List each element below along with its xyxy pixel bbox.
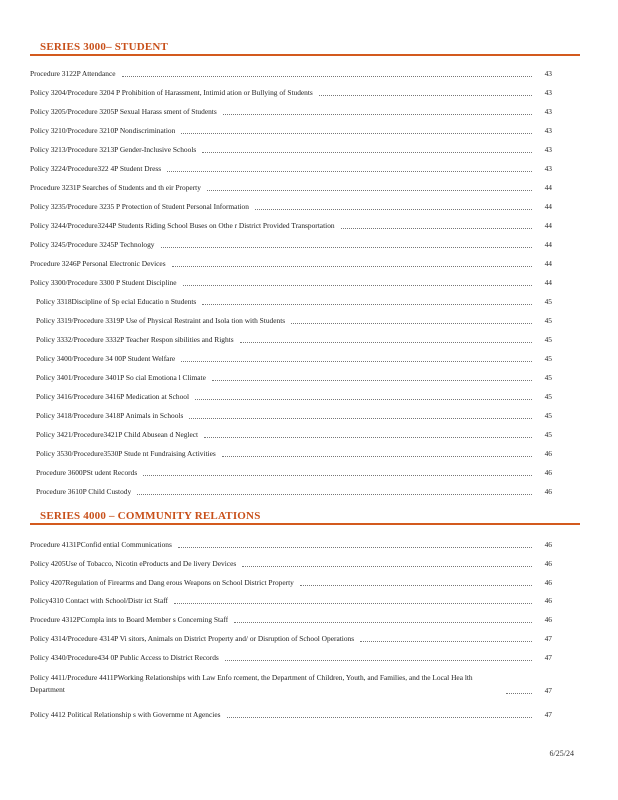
section-heading-student	[30, 41, 580, 56]
dot-leader	[195, 398, 532, 400]
toc-entry-title: Policy 3245/Procedure 3245P Technology	[30, 240, 155, 249]
toc-entry-title: Policy 3401/Procedure 3401P So cial Emotiona l Climate	[36, 373, 206, 382]
toc-entry-page: 44	[544, 259, 552, 268]
toc-entry-page: 47	[544, 710, 552, 720]
dot-leader	[137, 493, 532, 495]
dot-leader	[291, 322, 532, 324]
toc-entry-page: 44	[544, 221, 552, 230]
toc-entry-page: 47	[544, 633, 552, 643]
dot-leader	[183, 284, 533, 286]
dot-leader	[242, 565, 532, 567]
footer-date: 6/25/24	[549, 749, 574, 758]
toc-entry	[30, 615, 552, 625]
toc-entry-title: Procedure 3231P Searches of Students and th eir Property	[30, 183, 201, 192]
toc-entry	[30, 107, 552, 117]
toc-entry-page: 46	[544, 468, 552, 477]
toc-entry-title: Policy 3205/Procedure 3205P Sexual Harass sment of Students	[30, 107, 217, 116]
toc-entry-title: Policy4310 Contact with School/Distr ict Staff	[30, 596, 169, 606]
toc-entry-title: Policy 4412 Political Relationship s with Governme nt Agencies	[30, 710, 221, 720]
toc-entry-title: Policy 3244/Procedure3244P Students Riding School Buses on Othe r District Provided Transportation	[30, 221, 335, 230]
toc-entry	[30, 430, 552, 440]
toc-entry-title: Policy 4314/Procedure 4314P Vi sitors, Animals on District Property and/ or Disruption of School Operations	[30, 633, 355, 643]
toc-entry-title: Policy 4205Use of Tobacco, Nicotin eProducts and De livery Devices	[30, 558, 237, 568]
toc-entry	[30, 278, 552, 288]
dot-leader	[172, 265, 532, 267]
toc-entry-page: 47	[544, 685, 552, 695]
toc-entry-title: Policy 3319/Procedure 3319P Use of Physical Restraint and Isola tion with Students	[36, 316, 286, 325]
toc-entry-title: Policy 3400/Procedure 34 00P Student Welfare	[36, 354, 176, 363]
dot-leader	[161, 246, 533, 248]
dot-leader	[341, 227, 532, 229]
dot-leader	[212, 379, 532, 381]
dot-leader	[300, 584, 532, 586]
toc-entry-page: 46	[544, 487, 552, 496]
toc-entry	[30, 578, 552, 588]
dot-leader	[178, 546, 532, 548]
toc-entry-page: 43	[544, 69, 552, 78]
dot-leader	[240, 341, 532, 343]
dot-leader	[174, 602, 532, 604]
toc-entry-page: 45	[544, 316, 552, 325]
toc-entry-title: Policy 3418/Procedure 3418P Animals in Schools	[36, 411, 184, 420]
toc-entry	[30, 710, 552, 720]
toc-entry-page: 45	[544, 411, 552, 420]
toc-entry-page: 46	[544, 615, 552, 625]
toc-entry	[30, 392, 552, 402]
section-heading-text: SERIES 3000– STUDENT	[40, 41, 169, 53]
toc-entry-page: 46	[544, 449, 552, 458]
dot-leader	[189, 417, 532, 419]
toc-entry-page: 46	[544, 540, 552, 549]
toc-entry-title: Policy 4340/Procedure434 0P Public Access to District Records	[30, 652, 219, 662]
toc-entry-page: 45	[544, 373, 552, 382]
dot-leader	[181, 132, 532, 134]
dot-leader	[234, 621, 532, 623]
toc-entry	[30, 221, 552, 231]
toc-entry-title: Policy 3421/Procedure3421P Child Abusean d Neglect	[36, 430, 199, 439]
toc-entry	[30, 596, 552, 606]
toc-entry	[30, 183, 552, 193]
toc-entry-title: Policy 3204/Procedure 3204 P Prohibition of Harassment, Intimid ation or Bullying of Students	[30, 88, 313, 97]
toc-entry	[30, 126, 552, 136]
dot-leader	[223, 113, 532, 115]
dot-leader	[143, 474, 532, 476]
toc-entry-page: 44	[544, 183, 552, 192]
dot-leader	[227, 716, 533, 718]
toc-entry	[30, 449, 552, 459]
toc-entry	[30, 335, 552, 345]
toc-entry-page: 46	[544, 577, 552, 587]
dot-leader	[319, 94, 532, 96]
toc-entry-page: 46	[544, 596, 552, 606]
toc-entry	[30, 69, 552, 79]
dot-leader	[181, 360, 532, 362]
toc-entry-page: 43	[544, 126, 552, 135]
toc-entry-title: Policy 4411/Procedure 4411PWorking Relationships with Law Enfo rcement, the Department of Children, Youth, and Families, and the Local Hea lth Department	[30, 672, 473, 694]
toc-entry-title: Policy 3416/Procedure 3416P Medication at School	[36, 392, 190, 401]
dot-leader	[255, 208, 532, 210]
toc-entry	[30, 487, 552, 497]
toc-entry	[30, 259, 552, 269]
toc-entry-page: 43	[544, 107, 552, 116]
dot-leader	[360, 640, 532, 642]
dot-leader	[222, 455, 532, 457]
section-heading-text: SERIES 4000 – COMMUNITY RELATIONS	[40, 510, 261, 522]
dot-leader	[225, 659, 532, 661]
toc-entry-title: Policy 3210/Procedure 3210P Nondiscrimination	[30, 126, 176, 135]
toc-entry	[30, 653, 552, 663]
toc-entry	[30, 540, 552, 550]
toc-entry	[30, 202, 552, 212]
toc-list-student	[30, 69, 552, 506]
toc-entry	[30, 240, 552, 250]
toc-entry-page: 43	[544, 164, 552, 173]
dot-leader	[202, 303, 532, 305]
toc-entry-page: 45	[544, 335, 552, 344]
dot-leader	[202, 151, 532, 153]
section-heading-community	[30, 510, 580, 525]
dot-leader	[167, 170, 532, 172]
toc-entry-title: Policy 3213/Procedure 3213P Gender-Inclusive Schools	[30, 145, 197, 154]
toc-entry-title: Procedure 3246P Personal Electronic Devices	[30, 259, 166, 268]
toc-entry-title: Policy 3235/Procedure 3235 P Protection of Student Personal Information	[30, 202, 249, 211]
toc-entry-page: 45	[544, 297, 552, 306]
toc-entry-page: 43	[544, 145, 552, 154]
toc-entry-page: 44	[544, 278, 552, 287]
toc-entry	[30, 145, 552, 155]
toc-entry	[30, 88, 552, 98]
toc-entry-title: Policy 3332/Procedure 3332P Teacher Respon sibilities and Rights	[36, 335, 234, 344]
toc-entry	[30, 297, 552, 307]
toc-entry	[30, 373, 552, 383]
dot-leader	[207, 189, 532, 191]
toc-entry-title: Procedure 3122P Attendance	[30, 69, 116, 78]
toc-entry-page: 45	[544, 392, 552, 401]
toc-entry	[30, 559, 552, 569]
toc-entry-title: Policy 3224/Procedure322 4P Student Dress	[30, 164, 162, 173]
toc-entry-title: Policy 3300/Procedure 3300 P Student Discipline	[30, 278, 177, 287]
dot-leader	[204, 436, 532, 438]
toc-entry	[30, 468, 552, 478]
toc-entry	[30, 164, 552, 174]
toc-entry-page: 47	[544, 652, 552, 662]
toc-entry-title: Policy 3318Discipline of Sp ecial Educatio n Students	[36, 297, 197, 306]
toc-entry	[30, 634, 552, 644]
toc-entry-page: 44	[544, 240, 552, 249]
toc-entry-page: 45	[544, 354, 552, 363]
toc-entry	[30, 411, 552, 421]
dot-leader	[506, 692, 532, 694]
toc-entry-page: 46	[544, 558, 552, 568]
toc-entry-page: 44	[544, 202, 552, 211]
toc-entry-title: Policy 4207Regulation of Firearms and Dang erous Weapons on School District Property	[30, 577, 294, 587]
dot-leader	[122, 75, 532, 77]
toc-entry-title: Procedure 3600PSt udent Records	[36, 468, 138, 477]
toc-entry	[30, 354, 552, 364]
toc-entry	[30, 316, 552, 326]
toc-entry-title: Policy 3530/Procedure3530P Stude nt Fundraising Activities	[36, 449, 216, 458]
toc-entry-title: Procedure 4131PConfid ential Communications	[30, 540, 172, 549]
toc-entry-page: 45	[544, 430, 552, 439]
toc-entry-page: 43	[544, 88, 552, 97]
toc-entry-title: Procedure 3610P Child Custody	[36, 487, 132, 496]
toc-list-community	[30, 540, 552, 729]
toc-entry-title: Procedure 4312PCompla ints to Board Member s Concerning Staff	[30, 615, 229, 625]
toc-entry	[30, 672, 552, 696]
